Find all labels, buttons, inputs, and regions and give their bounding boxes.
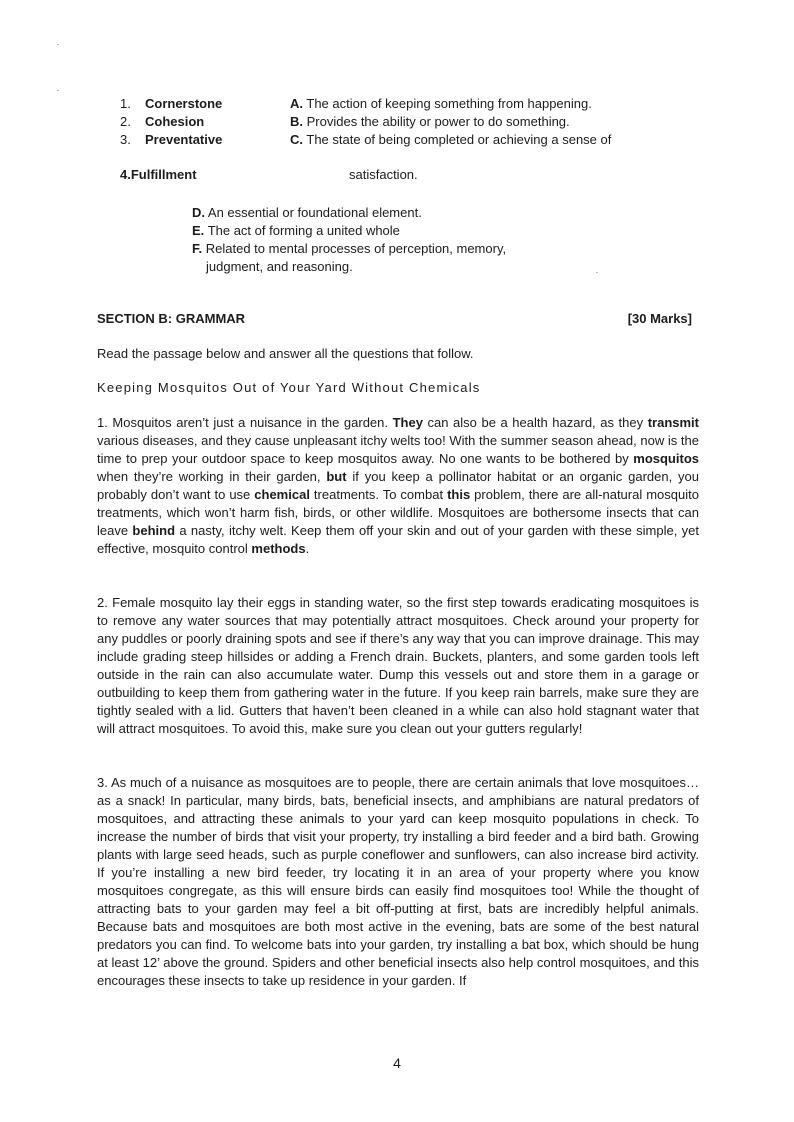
scan-speck bbox=[57, 44, 59, 45]
definition-list bbox=[192, 204, 506, 276]
page-number: 4 bbox=[393, 1055, 401, 1071]
bold-word: methods bbox=[251, 541, 306, 556]
item-term: Cornerstone bbox=[145, 96, 223, 111]
bold-word: They bbox=[392, 415, 423, 430]
definition bbox=[290, 113, 570, 131]
bold-word: this bbox=[447, 487, 471, 502]
scan-speck bbox=[57, 90, 59, 91]
passage-paragraph-2: 2. Female mosquito lay their eggs in standing water, so the first step towards eradicating mosquitoes is to remove any water sources that may potentially attract mosquitoes. Check around your property for any puddles or poorly draining spots and see if there’s any way that you can improve drainage. This may include grading steep hillsides or adding a French drain. Buckets, planters, and some garden tools left outside in the rain can also accumulate water. Dump this vessels out and store them in a garage or outbuilding to keep them from gathering water in the future. If you keep rain barrels, make sure they are tightly sealed with a lid. Gutters that haven’t been cleaned in a while can also hold stagnant water that will attract mosquitoes. To avoid this, make sure you clean out your gutters regularly! bbox=[97, 595, 699, 736]
item-term: Preventative bbox=[145, 132, 223, 147]
definition-text: The act of forming a united whole bbox=[207, 223, 400, 238]
item-number: 2. bbox=[120, 114, 131, 129]
text-run: various diseases, and they cause unpleasant itchy welts too! With the summer season ahead, now is the time to prep your outdoor space to keep mosquitos away. No one wants to be bothered by bbox=[97, 433, 699, 466]
definition bbox=[192, 240, 506, 258]
definition-letter: E. bbox=[192, 223, 205, 238]
definition-letter: F. bbox=[192, 241, 203, 256]
section-title: SECTION B: GRAMMAR bbox=[97, 311, 246, 326]
section-marks: [30 Marks] bbox=[627, 311, 692, 326]
item-term: Cohesion bbox=[145, 114, 205, 129]
item-term-fulfillment: 4.Fulfillment bbox=[120, 167, 197, 182]
passage-title: Keeping Mosquitos Out of Your Yard Without Chemicals bbox=[97, 380, 481, 395]
definition-letter: A. bbox=[290, 96, 303, 111]
matching-row bbox=[120, 113, 680, 131]
definition-text: The action of keeping something from happening. bbox=[306, 96, 592, 111]
bold-word: chemical bbox=[254, 487, 310, 502]
text-run: a nasty, itchy welt. Keep them off your skin and out of your garden with these simple, yet effective, mosquito control bbox=[97, 523, 699, 556]
text-run: 1. Mosquitos aren’t just a nuisance in the garden. bbox=[97, 415, 393, 430]
definition-text: The state of being completed or achieving a sense of bbox=[306, 132, 612, 147]
definition bbox=[290, 131, 611, 149]
passage-paragraph-3: 3. As much of a nuisance as mosquitoes are to people, there are certain animals that love mosquitoes… as a snack! In particular, many birds, bats, beneficial insects, and amphibians are natural predators of mosquitoes, and attracting these animals to your yard can keep mosquito populations in check. To increase the number of birds that visit your property, try installing a bird feeder and a bird bath. Growing plants with large seed heads, such as purple coneflower and sunflowers, can also increase bird activity. If you’re installing a new bird feeder, try locating it in an area of your property where you know mosquitoes congregate, as this will ensure birds can easily find mosquitoes too! While the thought of attracting bats to your garden may feel a bit off-putting at first, bats are incredibly helpful animals. Because bats and mosquitoes are both most active in the evening, bats are some of the best natural predators you can find. To welcome bats into your garden, try installing a bat box, which should be hung at least 12’ above the ground. Spiders and other beneficial insects also help control mosquitoes, and this encourages these insects to take up residence in your garden. If bbox=[97, 775, 699, 988]
definition-continuation: satisfaction. bbox=[349, 167, 418, 182]
matching-row bbox=[120, 131, 680, 149]
definition bbox=[290, 95, 592, 113]
bold-word: behind bbox=[132, 523, 176, 538]
text-run: if you keep a pollinator habitat or an organic garden, you probably don’t want to use bbox=[97, 469, 700, 502]
text-run: when they’re working in their garden, bbox=[97, 469, 327, 484]
matching-list bbox=[120, 95, 680, 149]
definition bbox=[192, 222, 506, 240]
matching-row bbox=[120, 95, 680, 113]
definition-text: An essential or foundational element. bbox=[207, 205, 422, 220]
passage-paragraph-1 bbox=[97, 414, 699, 558]
definition-text: Related to mental processes of perception, memory, bbox=[205, 241, 507, 256]
bold-word: but bbox=[326, 469, 347, 484]
text-run: problem, there are all-natural mosquito treatments, which won’t harm fish, birds, or other wildlife. Mosquitoes are bothersome insects that can leave bbox=[97, 487, 699, 538]
definition-text: Provides the ability or power to do something. bbox=[306, 114, 570, 129]
bold-word: transmit bbox=[647, 415, 699, 430]
definition-letter: D. bbox=[192, 205, 205, 220]
item-number: 3. bbox=[120, 132, 131, 147]
scan-speck bbox=[596, 272, 598, 273]
instruction-text: Read the passage below and answer all the questions that follow. bbox=[97, 346, 474, 361]
text-run: treatments. To combat bbox=[309, 487, 448, 502]
definition bbox=[192, 204, 506, 222]
bold-word: mosquitos bbox=[633, 451, 699, 466]
definition-letter: B. bbox=[290, 114, 303, 129]
definition-letter: C. bbox=[290, 132, 303, 147]
text-run: . bbox=[305, 541, 310, 556]
item-number: 1. bbox=[120, 96, 131, 111]
text-run: can also be a health hazard, as they bbox=[422, 415, 648, 430]
definition-continuation: judgment, and reasoning. bbox=[206, 259, 353, 274]
